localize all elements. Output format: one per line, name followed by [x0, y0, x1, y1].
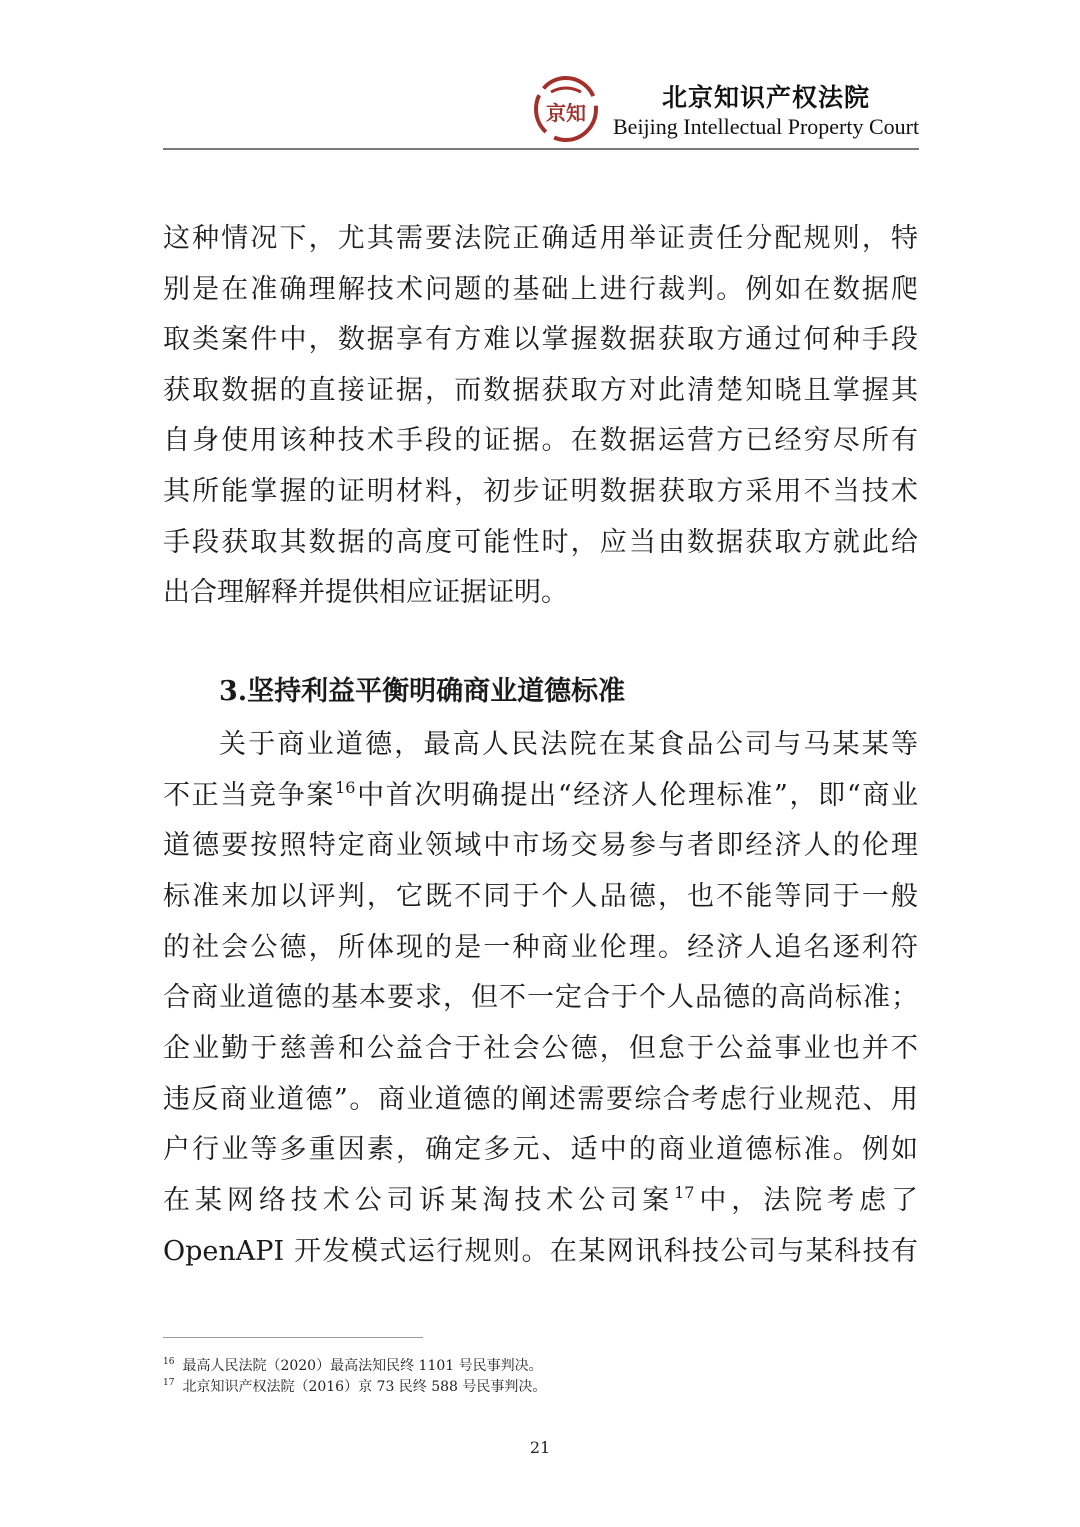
body-line: 关于商业道德，最高人民法院在某食品公司与马某某等 [219, 729, 918, 760]
footnote-text: 最高人民法院（2020）最高法知民终 1101 号民事判决。 [182, 1358, 543, 1374]
court-logo [531, 74, 601, 144]
body-line: 别是在准确理解技术问题的基础上进行裁判。例如在数据爬 [163, 274, 918, 305]
body-line: 获取数据的直接证据，而数据获取方对此清楚知晓且掌握其 [163, 375, 918, 406]
body-line: 企业勤于慈善和公益合于社会公德，但怠于公益事业也并不 [163, 1033, 918, 1064]
text-run: 不正当竞争案 [163, 780, 336, 811]
body-line: OpenAPI 开发模式运行规则。在某网讯科技公司与某科技有 [163, 1236, 918, 1267]
page-number: 21 [529, 1438, 551, 1457]
court-name-chinese: 北京知识产权法院 [661, 83, 870, 112]
text-run: 中，法院考虑了 [694, 1185, 919, 1216]
body-line: 户行业等多重因素，确定多元、适中的商业道德标准。例如 [163, 1134, 918, 1165]
header-divider [163, 148, 919, 150]
footnote-number: 16 [163, 1357, 175, 1367]
logo-mark: 京知 [546, 101, 586, 125]
body-line: 违反商业道德”。商业道德的阐述需要综合考虑行业规范、用 [163, 1084, 918, 1115]
body-line: 的社会公德，所体现的是一种商业伦理。经济人追名逐利符 [163, 932, 918, 963]
court-name-english: Beijing Intellectual Property Court [613, 114, 920, 139]
body-line: 其所能掌握的证明材料，初步证明数据获取方采用不当技术 [163, 476, 918, 507]
body-line: 取类案件中，数据享有方难以掌握数据获取方通过何种手段 [163, 324, 918, 355]
text-run: 中首次明确提出“经济人伦理标准”，即“商业 [355, 780, 919, 811]
body-line: 手段获取其数据的高度可能性时，应当由数据获取方就此给 [163, 527, 918, 558]
body-line: 标准来加以评判，它既不同于个人品德，也不能等同于一般 [163, 881, 918, 912]
body-line [163, 1181, 918, 1221]
body-line: 出合理解释并提供相应证据证明。 [163, 577, 568, 608]
section-heading: 3.坚持利益平衡明确商业道德标准 [219, 676, 626, 707]
body-line: 合商业道德的基本要求，但不一定合于个人品德的高尚标准； [163, 982, 918, 1013]
footnote-text: 北京知识产权法院（2016）京 73 民终 588 号民事判决。 [182, 1379, 547, 1395]
body-line: 道德要按照特定商业领域中市场交易参与者即经济人的伦理 [163, 830, 918, 861]
footnote-number: 17 [163, 1378, 175, 1388]
page-header [163, 62, 919, 150]
body-line: 这种情况下，尤其需要法院正确适用举证责任分配规则，特 [163, 223, 918, 254]
footnote-ref-17: 17 [674, 1183, 695, 1202]
footnote-divider [163, 1337, 423, 1338]
footnote-17 [163, 1373, 546, 1397]
body-line [163, 776, 918, 816]
body-line: 自身使用该种技术手段的证据。在数据运营方已经穷尽所有 [163, 425, 918, 456]
footnote-ref-16: 16 [335, 778, 356, 797]
text-run: 在某网络技术公司诉某淘技术公司案 [163, 1185, 675, 1216]
